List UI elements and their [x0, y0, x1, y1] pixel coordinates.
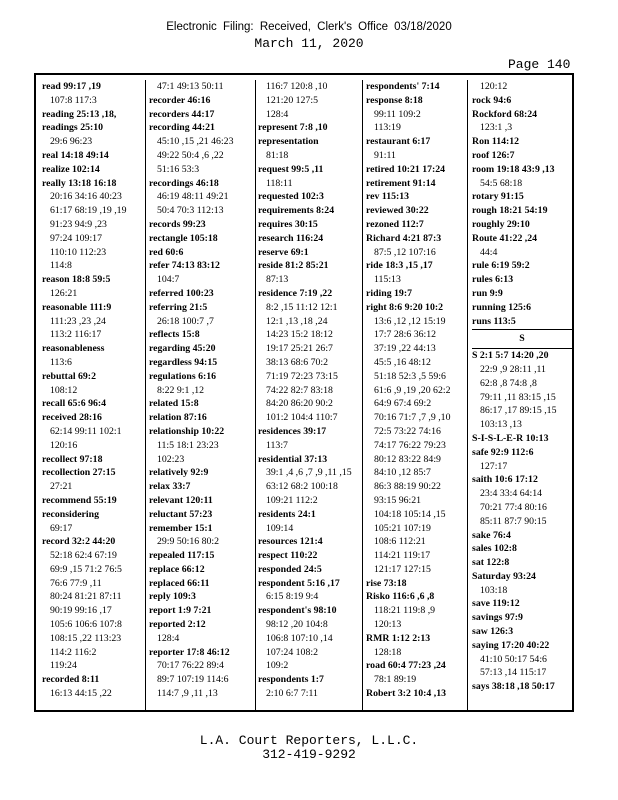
index-entry-continuation: 72:5 73:22 74:16: [374, 425, 441, 437]
index-entry: reported 2:12: [149, 619, 206, 631]
court-reporter-phone: 312-419-9292: [262, 747, 356, 762]
index-entry: reserve 69:1: [258, 246, 309, 258]
index-entry: safe 92:9 112:6: [472, 446, 534, 458]
index-entry-continuation: 102:23: [157, 453, 185, 465]
index-entry: requires 30:15: [258, 218, 318, 230]
index-entry: reluctant 57:23: [149, 508, 213, 520]
index-entry-continuation: 105:6 106:6 107:8: [50, 619, 122, 631]
index-entry: relevant 120:11: [149, 494, 213, 506]
index-entry: report 1:9 7:21: [149, 605, 212, 617]
index-entry: recollect 97:18: [42, 453, 103, 465]
index-entry: requested 102:3: [258, 191, 324, 203]
index-entry-continuation: 110:10 112:23: [50, 246, 107, 258]
index-entry: saying 17:20 40:22: [472, 639, 550, 651]
index-entry-continuation: 97:24 109:17: [50, 232, 102, 244]
index-entry-continuation: 121:20 127:5: [266, 94, 318, 106]
index-entry: recordings 46:18: [149, 177, 219, 189]
index-entry-continuation: 61:6 ,9 ,19 ,20 62:2: [374, 384, 451, 396]
index-entry: recorders 44:17: [149, 108, 215, 120]
index-entry: Saturday 93:24: [472, 570, 536, 582]
index-entry-continuation: 118:11: [266, 177, 293, 189]
index-entry: ride 18:3 ,15 ,17: [366, 260, 433, 272]
index-entry-continuation: 78:1 89:19: [374, 674, 417, 686]
index-entry: restaurant 6:17: [366, 136, 431, 148]
index-entry-continuation: 116:7 120:8 ,10: [266, 81, 328, 92]
index-entry-continuation: 19:17 25:21 26:7: [266, 343, 333, 355]
index-entry: referred 100:23: [149, 287, 214, 299]
index-entry: reviewed 30:22: [366, 205, 429, 217]
index-entry: reflects 15:8: [149, 329, 200, 341]
index-entry-continuation: 17:7 28:6 36:12: [374, 329, 437, 341]
index-entry: responded 24:5: [258, 563, 322, 575]
index-entry: red 60:6: [149, 246, 184, 258]
index-entry: relation 87:16: [149, 412, 207, 424]
index-entry-continuation: 70:17 76:22 89:4: [157, 660, 224, 672]
index-entry: received 28:16: [42, 412, 102, 424]
index-entry-continuation: 70:16 71:7 ,7 ,9 ,10: [374, 412, 451, 424]
court-reporter-name: L.A. Court Reporters, L.L.C.: [199, 733, 419, 748]
index-entry-continuation: 62:8 ,8 74:8 ,8: [480, 377, 537, 389]
index-entry: represent 7:8 ,10: [258, 122, 328, 134]
index-entry: residential 37:13: [258, 453, 328, 465]
index-entry-continuation: 89:7 107:19 114:6: [157, 674, 229, 686]
index-entry: save 119:12: [472, 598, 520, 610]
index-entry: recollection 27:15: [42, 467, 116, 479]
index-column-5: [472, 80, 572, 710]
index-entry: relationship 10:22: [149, 425, 225, 437]
index-entry-continuation: 71:19 72:23 73:15: [266, 370, 338, 382]
index-entry-continuation: 79:11 ,11 83:15 ,15: [480, 391, 556, 403]
index-entry-continuation: 49:22 50:4 ,6 ,22: [157, 149, 224, 161]
index-entry: retired 10:21 17:24: [366, 163, 446, 175]
index-entry: reporter 17:8 46:12: [149, 646, 230, 658]
index-entry-continuation: 87:5 ,12 107:16: [374, 246, 436, 258]
index-entry-continuation: 104:7: [157, 274, 180, 286]
index-entry-continuation: 51:16 53:3: [157, 163, 200, 175]
index-entry: response 8:18: [366, 94, 423, 106]
index-entry: Route 41:22 ,24: [472, 232, 538, 244]
index-entry: replace 66:12: [149, 563, 205, 575]
index-entry: reasonableness: [42, 343, 105, 355]
index-entry-continuation: 45:10 ,15 ,21 46:23: [157, 136, 234, 148]
index-entry-continuation: 106:8 107:10 ,14: [266, 632, 333, 644]
index-entry: residences 39:17: [258, 425, 327, 437]
index-column-3: [258, 80, 360, 710]
index-entry-continuation: 114:7 ,9 ,11 ,13: [157, 688, 218, 700]
index-entry-continuation: 29:6 96:23: [50, 136, 93, 148]
index-entry-continuation: 12:1 ,13 ,18 ,24: [266, 315, 328, 327]
index-entry-continuation: 54:5 68:18: [480, 177, 523, 189]
index-entry: resources 121:4: [258, 536, 323, 548]
index-entry-continuation: 120:16: [50, 439, 78, 451]
index-entry: research 116:24: [258, 232, 324, 244]
index-entry-continuation: 126:21: [50, 287, 78, 299]
index-entry-continuation: 107:8 117:3: [50, 94, 97, 106]
index-column-4: [366, 80, 466, 710]
index-entry: savings 97:9: [472, 612, 523, 624]
index-entry-continuation: 113:7: [266, 439, 288, 451]
index-entry: saw 126:3: [472, 626, 514, 638]
index-entry-continuation: 99:11 109:2: [374, 108, 421, 120]
index-entry: rev 115:13: [366, 191, 410, 203]
index-entry-continuation: 91:23 94:9 ,23: [50, 218, 107, 230]
index-entry-continuation: 108:15 ,22 113:23: [50, 632, 122, 644]
index-entry: runs 113:5: [472, 315, 516, 327]
index-entry: rise 73:18: [366, 577, 407, 589]
index-entry-continuation: 103:13 ,13: [480, 419, 522, 431]
index-entry-continuation: 69:9 ,15 71:2 76:5: [50, 563, 122, 575]
index-entry: respondents' 7:14: [366, 81, 440, 92]
index-entry-continuation: 51:18 52:3 ,5 59:6: [374, 370, 446, 382]
index-entry: Rockford 68:24: [472, 108, 538, 120]
index-entry-continuation: 119:24: [50, 660, 77, 672]
column-divider: [145, 80, 146, 710]
index-entry-continuation: 108:6 112:21: [374, 536, 426, 548]
index-entry: requirements 8:24: [258, 205, 335, 217]
index-entry: S-I-S-L-E-R 10:13: [472, 432, 549, 444]
index-entry: respondent's 98:10: [258, 605, 337, 617]
index-entry: record 32:2 44:20: [42, 536, 116, 548]
index-entry: room 19:18 43:9 ,13: [472, 163, 555, 175]
index-entry: says 38:18 ,18 50:17: [472, 681, 555, 693]
index-entry: sake 76:4: [472, 529, 511, 541]
index-entry-continuation: 128:18: [374, 646, 402, 658]
index-entry: running 125:6: [472, 301, 532, 313]
index-entry: saith 10:6 17:12: [472, 474, 538, 486]
index-entry-continuation: 101:2 104:4 110:7: [266, 412, 338, 424]
index-entry-continuation: 86:3 88:19 90:22: [374, 481, 441, 493]
index-entry: Risko 116:6 ,6 ,8: [366, 591, 435, 603]
index-entry: realize 102:14: [42, 163, 100, 175]
index-entry: repealed 117:15: [149, 550, 215, 562]
index-entry: rotary 91:15: [472, 191, 524, 203]
index-entry-continuation: 41:10 50:17 54:6: [480, 653, 547, 665]
index-entry: rough 18:21 54:19: [472, 205, 548, 217]
index-entry-continuation: 6:15 8:19 9:4: [266, 591, 319, 603]
index-entry: relatively 92:9: [149, 467, 209, 479]
index-entry-continuation: 84:10 ,12 85:7: [374, 467, 431, 479]
index-entry: rebuttal 69:2: [42, 370, 96, 382]
index-entry-continuation: 80:12 83:22 84:9: [374, 453, 441, 465]
index-entry-continuation: 20:16 34:16 40:23: [50, 191, 122, 203]
index-entry-continuation: 62:14 99:11 102:1: [50, 425, 122, 437]
index-entry-continuation: 121:17 127:15: [374, 563, 431, 575]
index-entry: reading 25:13 ,18,: [42, 108, 117, 120]
index-entry-continuation: 120:13: [374, 619, 402, 631]
index-entry-continuation: 114:2 116:2: [50, 646, 97, 658]
index-entry: records 99:23: [149, 218, 206, 230]
index-entry-continuation: 63:12 68:2 100:18: [266, 481, 338, 493]
index-entry-continuation: 38:13 68:6 70:2: [266, 356, 329, 368]
index-entry: real 14:18 49:14: [42, 149, 109, 161]
index-entry-continuation: 90:19 99:16 ,17: [50, 605, 112, 617]
index-entry-continuation: 120:12: [480, 81, 508, 92]
index-entry: refer 74:13 83:12: [149, 260, 220, 272]
index-entry: regarding 45:20: [149, 343, 216, 355]
index-entry: recommend 55:19: [42, 494, 117, 506]
index-entry-continuation: 13:6 ,12 ,12 15:19: [374, 315, 446, 327]
index-entry-continuation: 26:18 100:7 ,7: [157, 315, 214, 327]
index-entry-continuation: 11:5 18:1 23:23: [157, 439, 219, 451]
index-entry-continuation: 104:18 105:14 ,15: [374, 508, 446, 520]
index-entry: reasonable 111:9: [42, 301, 112, 313]
index-entry-continuation: 80:24 81:21 87:11: [50, 591, 122, 603]
index-entry: riding 19:7: [366, 287, 412, 299]
index-entry: sales 102:8: [472, 543, 517, 555]
index-entry: regardless 94:15: [149, 356, 218, 368]
index-entry: replaced 66:11: [149, 577, 210, 589]
index-entry: Ron 114:12: [472, 136, 520, 148]
page-number: Page 140: [508, 57, 571, 72]
index-entry-continuation: 52:18 62:4 67:19: [50, 550, 117, 562]
index-entry-continuation: 29:9 50:16 80:2: [157, 536, 220, 548]
index-entry-continuation: 128:4: [157, 632, 180, 644]
index-entry-continuation: 23:4 33:4 64:14: [480, 488, 543, 500]
index-entry: Robert 3:2 10:4 ,13: [366, 688, 446, 700]
index-entry-continuation: 86:17 ,17 89:15 ,15: [480, 405, 557, 417]
index-entry-continuation: 57:13 ,14 115:17: [480, 667, 547, 679]
index-entry-continuation: 85:11 87:7 90:15: [480, 515, 547, 527]
index-entry-continuation: 14:23 15:2 18:12: [266, 329, 333, 341]
index-entry-continuation: 69:17: [50, 522, 73, 534]
index-entry-continuation: 81:18: [266, 149, 289, 161]
index-entry-continuation: 45:5 ,16 48:12: [374, 356, 431, 368]
index-entry-continuation: 8:22 9:1 ,12: [157, 384, 205, 396]
index-entry-continuation: 108:12: [50, 384, 78, 396]
index-entry: rectangle 105:18: [149, 232, 218, 244]
index-entry-continuation: 113:2 116:17: [50, 329, 102, 341]
index-entry-continuation: 76:6 77:9 ,11: [50, 577, 102, 589]
index-entry: S 2:1 5:7 14:20 ,20: [472, 350, 549, 362]
index-entry: regulations 6:16: [149, 370, 217, 382]
index-entry: retirement 91:14: [366, 177, 436, 189]
index-entry-continuation: 8:2 ,15 11:12 12:1: [266, 301, 338, 313]
index-entry-continuation: 109:21 112:2: [266, 494, 318, 506]
index-entry: remember 15:1: [149, 522, 213, 534]
index-entry: respondent 5:16 ,17: [258, 577, 340, 589]
index-entry: reside 81:2 85:21: [258, 260, 329, 272]
index-entry-continuation: 64:9 67:4 69:2: [374, 398, 432, 410]
index-entry: rezoned 112:7: [366, 218, 424, 230]
index-entry-continuation: 93:15 96:21: [374, 494, 422, 506]
index-entry: really 13:18 16:18: [42, 177, 117, 189]
index-entry: rule 6:19 59:2: [472, 260, 530, 272]
index-entry: RMR 1:12 2:13: [366, 632, 431, 644]
index-entry-continuation: 109:14: [266, 522, 294, 534]
transcript-date: March 11, 2020: [254, 36, 364, 51]
section-letter: S: [519, 333, 525, 345]
index-entry-continuation: 103:18: [480, 584, 508, 596]
index-entry: roughly 29:10: [472, 218, 530, 230]
index-entry-continuation: 16:13 44:15 ,22: [50, 688, 112, 700]
index-entry-continuation: 91:11: [374, 149, 396, 161]
index-entry-continuation: 39:1 ,4 ,6 ,7 ,9 ,11 ,15: [266, 467, 352, 479]
section-rule: [472, 329, 572, 330]
index-entry-continuation: 22:9 ,9 28:11 ,11: [480, 363, 546, 375]
index-entry: respondents 1:7: [258, 674, 324, 686]
index-entry-continuation: 128:4: [266, 108, 289, 120]
index-entry-continuation: 115:13: [374, 274, 401, 286]
index-entry-continuation: 74:22 82:7 83:18: [266, 384, 333, 396]
column-divider: [467, 80, 468, 710]
index-entry: right 8:6 9:20 10:2: [366, 301, 444, 313]
index-entry: sat 122:8: [472, 557, 510, 569]
index-entry: recorder 46:16: [149, 94, 211, 106]
index-entry-continuation: 84:20 86:20 90:2: [266, 398, 333, 410]
index-entry-continuation: 109:2: [266, 660, 289, 672]
index-entry-continuation: 2:10 6:7 7:11: [266, 688, 318, 700]
index-entry-continuation: 118:21 119:8 ,9: [374, 605, 436, 617]
index-entry-continuation: 61:17 68:19 ,19 ,19: [50, 205, 127, 217]
index-entry: reply 109:3: [149, 591, 196, 603]
index-entry-continuation: 47:1 49:13 50:11: [157, 81, 224, 92]
index-entry-continuation: 127:17: [480, 460, 508, 472]
index-entry: request 99:5 ,11: [258, 163, 324, 175]
index-entry: read 99:17 ,19: [42, 81, 101, 92]
index-entry: relax 33:7: [149, 481, 191, 493]
index-entry: respect 110:22: [258, 550, 318, 562]
index-entry: run 9:9: [472, 287, 503, 299]
index-entry: road 60:4 77:23 ,24: [366, 660, 446, 672]
index-entry: residents 24:1: [258, 508, 316, 520]
index-entry: reconsidering: [42, 508, 99, 520]
index-entry-continuation: 70:21 77:4 80:16: [480, 501, 547, 513]
index-entry: recorded 8:11: [42, 674, 100, 686]
index-entry: rules 6:13: [472, 274, 514, 286]
index-entry: roof 126:7: [472, 149, 515, 161]
index-entry-continuation: 44:4: [480, 246, 498, 258]
index-entry-continuation: 111:23 ,23 ,24: [50, 315, 106, 327]
index-entry: related 15:8: [149, 398, 199, 410]
index-entry-continuation: 37:19 ,22 44:13: [374, 343, 436, 355]
index-entry: rock 94:6: [472, 94, 512, 106]
index-entry: residence 7:19 ,22: [258, 287, 333, 299]
index-entry-continuation: 113:19: [374, 122, 401, 134]
column-divider: [362, 80, 363, 710]
index-entry-continuation: 123:1 ,3: [480, 122, 513, 134]
index-entry: representation: [258, 136, 319, 148]
index-entry-continuation: 107:24 108:2: [266, 646, 318, 658]
index-entry: recall 65:6 96:4: [42, 398, 107, 410]
column-divider: [255, 80, 256, 710]
index-entry-continuation: 27:21: [50, 481, 73, 493]
index-entry: reason 18:8 59:5: [42, 274, 111, 286]
filing-stamp: Electronic Filing: Received, Clerk's Office 03/18/2020: [166, 21, 452, 33]
index-entry-continuation: 74:17 76:22 79:23: [374, 439, 446, 451]
index-entry-continuation: 105:21 107:19: [374, 522, 431, 534]
index-entry-continuation: 50:4 70:3 112:13: [157, 205, 224, 217]
index-entry-continuation: 114:8: [50, 260, 72, 272]
index-entry: readings 25:10: [42, 122, 104, 134]
index-entry-continuation: 113:6: [50, 356, 72, 368]
index-entry: recording 44:21: [149, 122, 215, 134]
index-column-1: [42, 80, 142, 710]
index-entry-continuation: 114:21 119:17: [374, 550, 431, 562]
index-column-2: [149, 80, 253, 710]
index-entry-continuation: 98:12 ,20 104:8: [266, 619, 328, 631]
index-entry: referring 21:5: [149, 301, 208, 313]
index-entry-continuation: 46:19 48:11 49:21: [157, 191, 229, 203]
index-entry: Richard 4:21 87:3: [366, 232, 442, 244]
index-entry-continuation: 87:13: [266, 274, 289, 286]
